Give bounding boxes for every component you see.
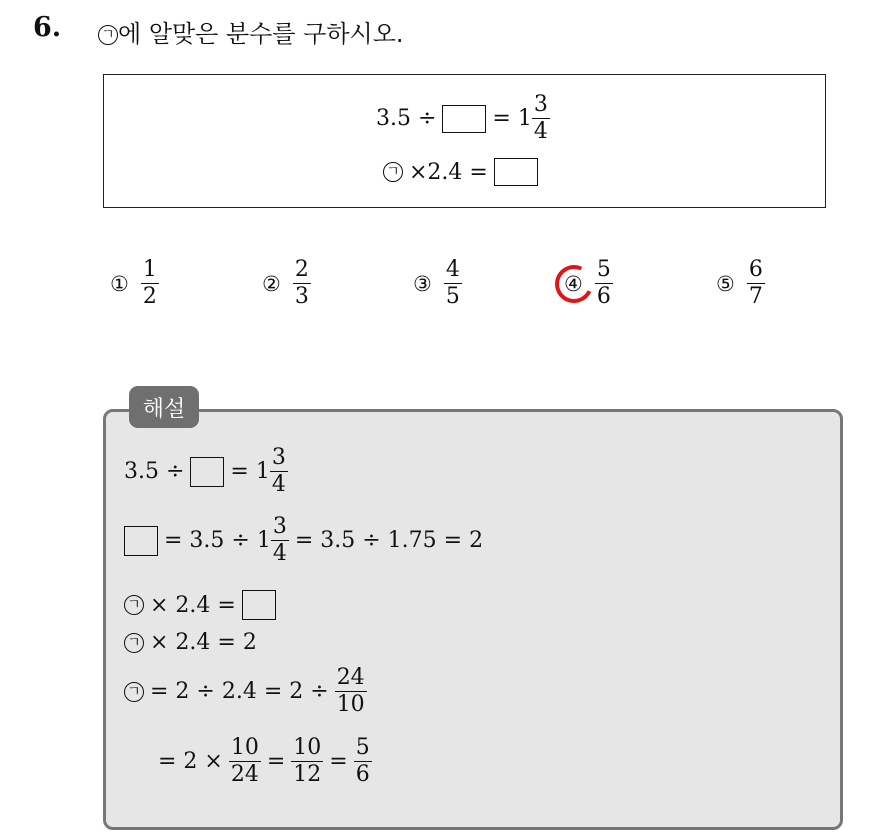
expr-text: = 3.5 ÷ 1 xyxy=(164,528,271,553)
solution-line-6 xyxy=(158,737,372,786)
expr-text: = 1 xyxy=(492,106,532,131)
numerator: 5 xyxy=(596,257,611,282)
denominator: 10 xyxy=(336,692,365,717)
solution-line-4 xyxy=(124,630,257,655)
fraction xyxy=(141,259,159,308)
denominator: 4 xyxy=(533,119,548,144)
expr-text: = xyxy=(266,749,286,774)
question-text xyxy=(98,14,404,49)
denominator: 3 xyxy=(294,284,309,309)
choice-2[interactable] xyxy=(262,259,311,308)
numerator: 1 xyxy=(142,257,157,282)
numerator: 3 xyxy=(272,514,287,539)
choice-mark: ③ xyxy=(413,271,432,296)
denominator: 5 xyxy=(445,284,460,309)
expr-text: 3.5 ÷ xyxy=(124,459,185,484)
fraction xyxy=(335,667,367,716)
choice-5[interactable] xyxy=(716,259,765,308)
solution-line-3 xyxy=(124,590,276,620)
question-prompt: 에 알맞은 분수를 구하시오. xyxy=(118,20,404,48)
fraction xyxy=(271,516,289,565)
solution-line-5 xyxy=(124,667,367,716)
fraction xyxy=(532,94,550,143)
fraction xyxy=(595,259,613,308)
fraction xyxy=(354,737,372,786)
giyeok-symbol: ㄱ xyxy=(383,162,403,182)
choice-mark: ① xyxy=(110,271,129,296)
solution-line-2 xyxy=(124,516,483,565)
giyeok-symbol: ㄱ xyxy=(124,595,144,615)
numerator: 3 xyxy=(533,92,548,117)
choice-mark: ⑤ xyxy=(716,271,735,296)
denominator: 24 xyxy=(230,762,259,787)
expr-text: × 2.4 = 2 xyxy=(150,630,257,655)
denominator: 6 xyxy=(355,762,370,787)
denominator: 2 xyxy=(142,284,157,309)
blank-box xyxy=(190,457,224,487)
fraction xyxy=(444,259,462,308)
numerator: 10 xyxy=(293,735,322,760)
denominator: 6 xyxy=(596,284,611,309)
choice-mark: ② xyxy=(262,271,281,296)
numerator: 2 xyxy=(294,257,309,282)
expr-text: = xyxy=(329,749,348,774)
denominator: 12 xyxy=(293,762,322,787)
expr-text: 3.5 ÷ xyxy=(376,106,437,131)
denominator: 7 xyxy=(748,284,763,309)
solution-label: 해설 xyxy=(129,386,199,428)
blank-box xyxy=(124,526,158,556)
numerator: 6 xyxy=(748,257,763,282)
numerator: 5 xyxy=(355,735,370,760)
giyeok-symbol: ㄱ xyxy=(124,682,144,702)
expr-text: = 1 xyxy=(230,459,270,484)
problem-line-1 xyxy=(376,94,550,143)
expr-text: ×2.4 = xyxy=(409,159,488,185)
choice-mark: ④ xyxy=(564,271,583,296)
numerator: 3 xyxy=(271,445,286,470)
expr-text: = 2 ÷ 2.4 = 2 ÷ xyxy=(150,679,329,704)
fraction xyxy=(229,737,261,786)
problem-line-2 xyxy=(383,158,538,186)
question-number: 6. xyxy=(33,12,62,43)
denominator: 4 xyxy=(271,472,286,497)
choice-3[interactable] xyxy=(413,259,462,308)
fraction xyxy=(293,259,311,308)
numerator: 10 xyxy=(230,735,259,760)
blank-box xyxy=(494,158,538,186)
fraction xyxy=(270,447,288,496)
numerator: 4 xyxy=(445,257,460,282)
solution-line-1 xyxy=(124,447,288,496)
fraction xyxy=(291,737,323,786)
denominator: 4 xyxy=(272,541,287,566)
expr-text: × 2.4 = xyxy=(150,592,236,618)
giyeok-symbol: ㄱ xyxy=(124,633,144,653)
choice-1[interactable] xyxy=(110,259,159,308)
blank-box xyxy=(442,105,486,133)
expr-text: = 3.5 ÷ 1.75 = 2 xyxy=(294,528,484,553)
expr-text: = 2 × xyxy=(158,749,223,774)
giyeok-symbol: ㄱ xyxy=(98,25,118,45)
fraction xyxy=(747,259,765,308)
blank-box xyxy=(242,590,276,620)
numerator: 24 xyxy=(336,665,365,690)
